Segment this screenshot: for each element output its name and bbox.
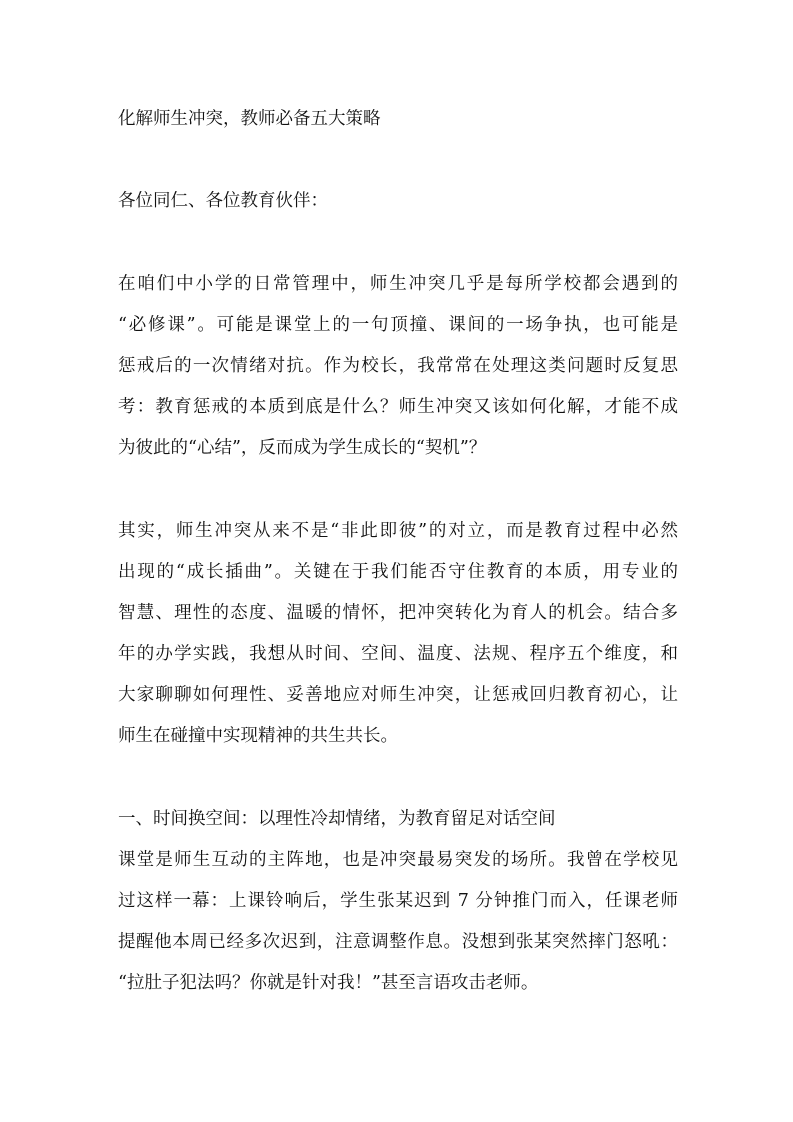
paragraph-line: 师生在碰撞中实现精神的共生共长。: [118, 726, 398, 746]
section-heading: 一、时间换空间：以理性冷却情绪，为教育留足对话空间: [118, 809, 556, 829]
paragraph-line: 在咱们中小学的日常管理中，师生冲突几乎是每所学校都会遇到的: [118, 274, 678, 294]
paragraph-line: 其实，师生冲突从来不是“非此即彼”的对立，而是教育过程中必然: [118, 521, 678, 541]
paragraph-line: 年的办学实践，我想从时间、空间、温度、法规、程序五个维度，和: [118, 644, 678, 664]
paragraph-line: “必修课”。可能是课堂上的一句顶撞、课间的一场争执，也可能是: [118, 315, 678, 335]
paragraph-line: 考：教育惩戒的本质到底是什么？师生冲突又该如何化解，才能不成: [118, 397, 678, 417]
paragraph-line: “拉肚子犯法吗？你就是针对我！”甚至言语攻击老师。: [118, 973, 539, 993]
paragraph-line: 出现的“成长插曲”。关键在于我们能否守住教育的本质，用专业的: [118, 562, 678, 582]
paragraph-line: 过这样一幕：上课铃响后，学生张某迟到 7 分钟推门而入，任课老师: [118, 891, 678, 911]
document-title: 化解师生冲突，教师必备五大策略: [118, 109, 381, 129]
paragraph-line: 大家聊聊如何理性、妥善地应对师生冲突，让惩戒回归教育初心，让: [118, 685, 678, 705]
paragraph-line: 提醒他本周已经多次迟到，注意调整作息。没想到张某突然摔门怒吼：: [118, 932, 678, 952]
paragraph-line: 课堂是师生互动的主阵地，也是冲突最易突发的场所。我曾在学校见: [118, 850, 678, 870]
paragraph-line: 智慧、理性的态度、温暖的情怀，把冲突转化为育人的机会。结合多: [118, 603, 678, 623]
paragraph-line: 为彼此的“心结”，反而成为学生成长的“契机”？: [118, 438, 487, 458]
paragraph-line: 惩戒后的一次情绪对抗。作为校长，我常常在处理这类问题时反复思: [118, 356, 678, 376]
salutation: 各位同仁、各位教育伙伴：: [118, 191, 328, 211]
